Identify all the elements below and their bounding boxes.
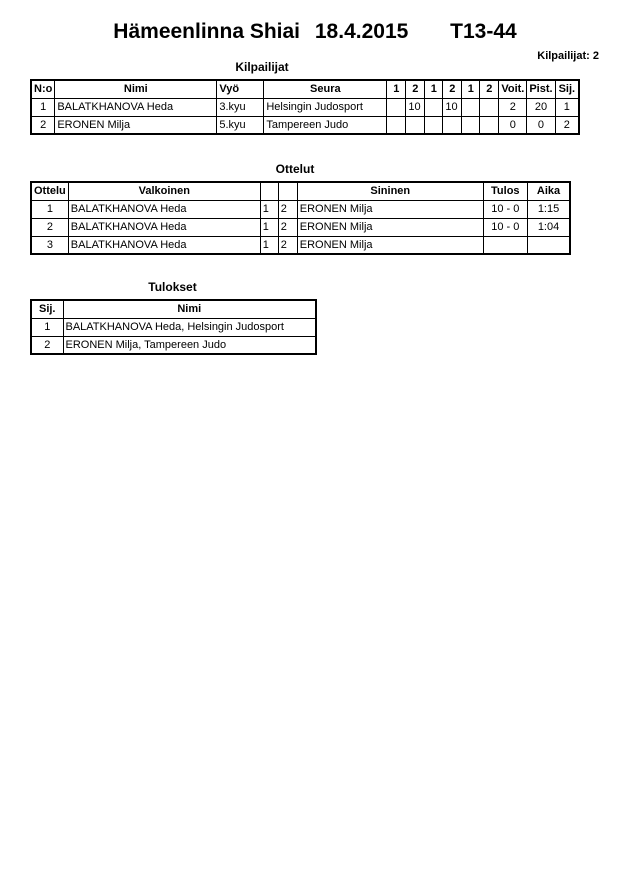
col-header-tulos: Tulos (483, 182, 527, 200)
table-row (31, 98, 579, 116)
col-header-no: N:o (31, 80, 55, 98)
col-header-ottelu: Ottelu (31, 182, 68, 200)
col-header-nimi: Nimi (55, 80, 217, 98)
col-header-round: 1 (462, 80, 480, 98)
col-header-aika: Aika (527, 182, 570, 200)
cell-rank: 2 (31, 336, 63, 354)
cell-blue-name: ERONEN Milja (297, 218, 483, 236)
col-header-vyo: Vyö (217, 80, 264, 98)
table-row (31, 336, 316, 354)
cell-round: 10 (406, 98, 425, 116)
ottelut-table (30, 181, 571, 255)
cell-score: 10 - 0 (483, 200, 527, 218)
table-row (31, 116, 579, 134)
cell-white-name: BALATKHANOVA Heda (68, 200, 260, 218)
cell-round (462, 116, 480, 134)
title-date: 18.4.2015 (314, 20, 409, 43)
cell-nimi: BALATKHANOVA Heda (55, 98, 217, 116)
table-row (31, 236, 570, 254)
cell-round (387, 98, 406, 116)
ottelut-section-title: Ottelut (275, 162, 315, 176)
cell-round (462, 98, 480, 116)
cell-voit: 0 (499, 116, 527, 134)
kilpailijat-header-row (31, 80, 579, 98)
table-row (31, 200, 570, 218)
cell-sij: 2 (555, 116, 579, 134)
col-header-round: 2 (480, 80, 499, 98)
cell-match-no: 1 (31, 200, 68, 218)
col-header-sininen: Sininen (297, 182, 483, 200)
cell-round (406, 116, 425, 134)
cell-time: 1:04 (527, 218, 570, 236)
cell-round (425, 98, 443, 116)
cell-seura: Helsingin Judosport (264, 98, 387, 116)
cell-white-num: 1 (260, 200, 278, 218)
col-header-round: 2 (443, 80, 462, 98)
cell-round (443, 116, 462, 134)
cell-blue-name: ERONEN Milja (297, 236, 483, 254)
cell-blue-num: 2 (278, 200, 297, 218)
kilpailijat-table (30, 79, 580, 135)
title-category: T13-44 (450, 20, 517, 43)
cell-blue-num: 2 (278, 236, 297, 254)
cell-round (387, 116, 406, 134)
cell-vyo: 3.kyu (217, 98, 264, 116)
competitors-count: Kilpailijat: 2 (537, 50, 599, 62)
col-header-round: 1 (387, 80, 406, 98)
cell-name-club: ERONEN Milja, Tampereen Judo (63, 336, 316, 354)
cell-white-name: BALATKHANOVA Heda (68, 218, 260, 236)
cell-no: 2 (31, 116, 55, 134)
col-header-sij: Sij. (31, 300, 63, 318)
col-header-blank (278, 182, 297, 200)
col-header-sij: Sij. (555, 80, 579, 98)
cell-seura: Tampereen Judo (264, 116, 387, 134)
cell-round (425, 116, 443, 134)
cell-pist: 0 (527, 116, 555, 134)
cell-white-num: 1 (260, 218, 278, 236)
tulokset-header-row (31, 300, 316, 318)
col-header-nimi: Nimi (63, 300, 316, 318)
tulokset-table (30, 299, 317, 355)
cell-white-name: BALATKHANOVA Heda (68, 236, 260, 254)
col-header-blank (260, 182, 278, 200)
cell-round (480, 116, 499, 134)
table-row (31, 318, 316, 336)
cell-nimi: ERONEN Milja (55, 116, 217, 134)
col-header-seura: Seura (264, 80, 387, 98)
ottelut-header-row (31, 182, 570, 200)
col-header-voit: Voit. (499, 80, 527, 98)
kilpailijat-section-title: Kilpailijat (235, 60, 289, 74)
cell-match-no: 2 (31, 218, 68, 236)
page-title (0, 0, 630, 44)
cell-round (480, 98, 499, 116)
cell-no: 1 (31, 98, 55, 116)
cell-match-no: 3 (31, 236, 68, 254)
cell-white-num: 1 (260, 236, 278, 254)
cell-time: 1:15 (527, 200, 570, 218)
cell-round: 10 (443, 98, 462, 116)
cell-voit: 2 (499, 98, 527, 116)
col-header-pist: Pist. (527, 80, 555, 98)
cell-score (483, 236, 527, 254)
cell-sij: 1 (555, 98, 579, 116)
col-header-valkoinen: Valkoinen (68, 182, 260, 200)
cell-vyo: 5.kyu (217, 116, 264, 134)
table-row (31, 218, 570, 236)
cell-name-club: BALATKHANOVA Heda, Helsingin Judosport (63, 318, 316, 336)
cell-rank: 1 (31, 318, 63, 336)
cell-blue-name: ERONEN Milja (297, 200, 483, 218)
col-header-round: 2 (406, 80, 425, 98)
cell-time (527, 236, 570, 254)
title-event: Hämeenlinna Shiai (113, 20, 301, 43)
cell-pist: 20 (527, 98, 555, 116)
col-header-round: 1 (425, 80, 443, 98)
cell-blue-num: 2 (278, 218, 297, 236)
cell-score: 10 - 0 (483, 218, 527, 236)
tulokset-section-title: Tulokset (148, 280, 197, 294)
